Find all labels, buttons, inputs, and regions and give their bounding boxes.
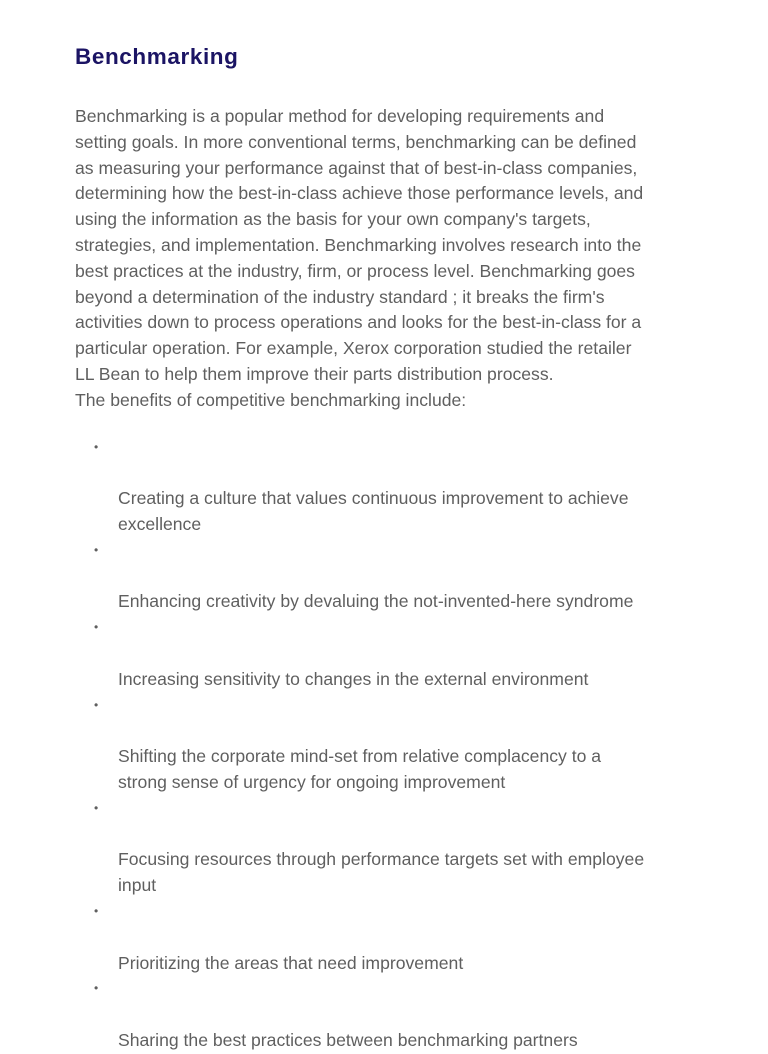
bullet-icon: •	[94, 439, 99, 454]
list-item	[75, 693, 700, 796]
bullet-icon: •	[94, 981, 99, 996]
list-item-text: Shifting the corporate mind-set from relative complacency to a strong sense of urgency for ongoing improvement	[118, 746, 602, 792]
bullet-icon: •	[94, 542, 99, 557]
bullet-icon: •	[94, 903, 99, 918]
benefits-list	[75, 435, 700, 1054]
document-page	[75, 40, 700, 1054]
list-item	[75, 435, 700, 538]
intro-paragraph: Benchmarking is a popular method for developing requirements and setting goals. In more conventional terms, benchmarking can be defined as measuring your performance against that of best-in-class companies, determining how the best-in-class achieve those performance levels, and using the information as the basis for your own company's targets, strategies, and implementation. Benchmarking involves research into the best practices at the industry, firm, or process level. Benchmarking goes beyond a determination of the industry standard ; it breaks the firm's activities down to process operations and looks for the best-in-class for a particular operation. For example, Xerox corporation studied the retailer LL Bean to help them improve their parts distribution process.	[75, 106, 644, 384]
bullet-icon: •	[94, 620, 99, 635]
list-item-text: Sharing the best practices between benchmarking partners	[118, 1029, 578, 1050]
list-item	[75, 796, 700, 899]
bullet-icon: •	[94, 800, 99, 815]
list-item-text: Increasing sensitivity to changes in the external environment	[118, 668, 589, 689]
list-item-text: Focusing resources through performance targets set with employee input	[118, 849, 645, 896]
list-item	[75, 976, 700, 1053]
bullet-icon: •	[94, 697, 99, 712]
list-item-text: Enhancing creativity by devaluing the not-invented-here syndrome	[118, 591, 634, 612]
page-title: Benchmarking	[75, 44, 239, 69]
list-item-text: Prioritizing the areas that need improvement	[118, 952, 464, 973]
benefits-heading: The benefits of competitive benchmarking include:	[75, 389, 467, 410]
list-item	[75, 899, 700, 976]
list-item-text: Creating a culture that values continuous improvement to achieve excellence	[118, 488, 629, 534]
list-item	[75, 615, 700, 692]
list-item	[75, 538, 700, 615]
